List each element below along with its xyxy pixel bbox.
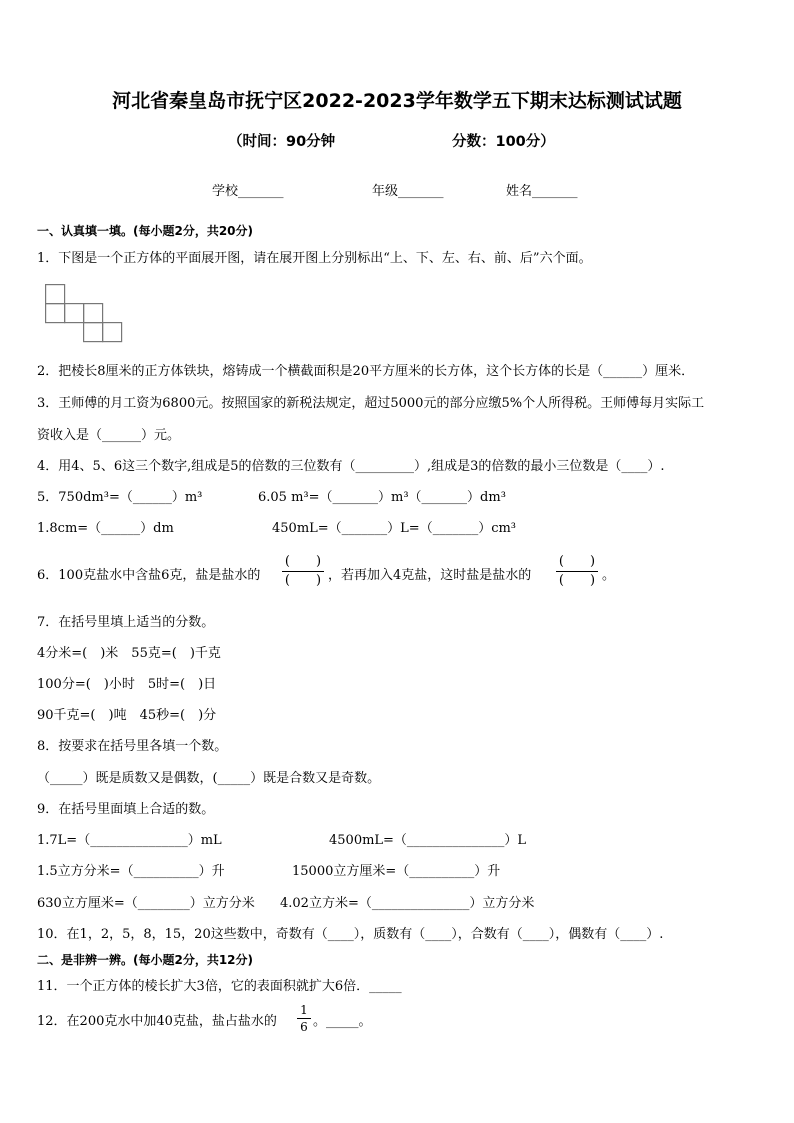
net-square-6 (103, 323, 122, 342)
question-9d: 15000立方厘米=（__________）升 (292, 864, 501, 879)
question-5a: 5．750dm³=（______）m³ (37, 490, 203, 505)
question-9e: 630立方厘米=（________）立方分米 (37, 896, 255, 911)
section-2-heading: 二、是非辨一辨。(每小题2分，共12分) (37, 953, 254, 967)
fraction-numerator: 1 (300, 1003, 308, 1017)
question-9c: 1.5立方分米=（__________）升 (37, 864, 225, 879)
question-12-text-1: 12．在200克水中加40克盐，盐占盐水的 (37, 1014, 277, 1029)
question-9f: 4.02立方米=（_______________）立方分米 (280, 896, 535, 911)
question-7-line-2: 100分=( )小时 5时=( )日 (37, 677, 217, 692)
question-9-stem: 9．在括号里面填上合适的数。 (37, 802, 215, 817)
question-7-line-3: 90千克=( )吨 45秒=( )分 (37, 708, 217, 723)
page-title: 河北省秦皇岛市抚宁区2022-2023学年数学五下期末达标测试试题 (112, 90, 682, 112)
question-7-line-1: 4分米=( )米 55克=( )千克 (37, 646, 221, 661)
question-8-line-1: （_____）既是质数又是偶数，(_____）既是合数又是奇数。 (37, 771, 381, 786)
question-7-stem: 7．在括号里填上适当的分数。 (37, 615, 215, 630)
fraction-denominator[interactable]: ( ) (284, 573, 322, 588)
fraction-numerator[interactable]: ( ) (284, 554, 322, 569)
fraction-denominator[interactable]: ( ) (558, 573, 596, 588)
question-6-text-1: 6．100克盐水中含盐6克，盐是盐水的 (37, 568, 261, 583)
name-field[interactable]: 姓名_______ (506, 184, 578, 199)
question-3-line-1: 3．王师傅的月工资为6800元。按照国家的新税法规定，超过5000元的部分应缴5%个人所得税。王师傅每月实际工 (37, 396, 705, 411)
net-square-1 (46, 285, 65, 304)
question-6-fraction-2 (556, 553, 598, 590)
question-4: 4．用4、5、6这三个数字,组成是5的倍数的三位数有（_________）,组成是3的倍数的最小三位数是（____）. (37, 459, 665, 474)
question-12-text-2: 。_____。 (313, 1014, 372, 1029)
question-6-fraction-1 (282, 553, 324, 590)
net-square-4 (84, 304, 103, 323)
question-8-stem: 8．按要求在括号里各填一个数。 (37, 739, 228, 754)
question-12-fraction (297, 1002, 311, 1035)
question-3-line-2: 资收入是（______）元。 (37, 428, 181, 443)
question-9a: 1.7L=（_______________）mL (37, 833, 222, 848)
question-5d: 450mL=（_______）L=（_______）cm³ (272, 521, 517, 536)
net-square-3 (65, 304, 84, 323)
net-square-2 (46, 304, 65, 323)
question-5b: 6.05 m³=（_______）m³（_______）dm³ (258, 490, 506, 505)
question-6-text-3: 。 (602, 568, 616, 583)
question-9b: 4500mL=（_______________）L (329, 833, 527, 848)
fraction-denominator: 6 (300, 1020, 308, 1034)
question-6-text-2: ，若再加入4克盐，这时盐是盐水的 (328, 568, 532, 583)
exam-score: 分数：100分） (452, 134, 555, 150)
school-field[interactable]: 学校_______ (212, 184, 284, 199)
question-5c: 1.8cm=（______）dm (37, 521, 174, 536)
question-1: 1．下图是一个正方体的平面展开图，请在展开图上分别标出“上、下、左、右、前、后”六个面。 (37, 251, 592, 266)
question-2: 2．把棱长8厘米的正方体铁块，熔铸成一个横截面积是20平方厘米的长方体，这个长方体的长是（______）厘米． (37, 364, 695, 379)
question-11: 11．一个正方体的棱长扩大3倍，它的表面积就扩大6倍．_____ (37, 979, 402, 994)
net-square-5 (84, 323, 103, 342)
question-10: 10．在1，2，5，8，15，20这些数中，奇数有（____），质数有（____），合数有（____），偶数有（____）. (37, 927, 664, 942)
fraction-numerator[interactable]: ( ) (558, 554, 596, 569)
grade-field[interactable]: 年级_______ (372, 184, 444, 199)
section-1-heading: 一、认真填一填。(每小题2分，共20分) (37, 224, 254, 238)
exam-time: （时间：90分钟 (228, 134, 336, 150)
cube-net-figure (45, 284, 125, 344)
